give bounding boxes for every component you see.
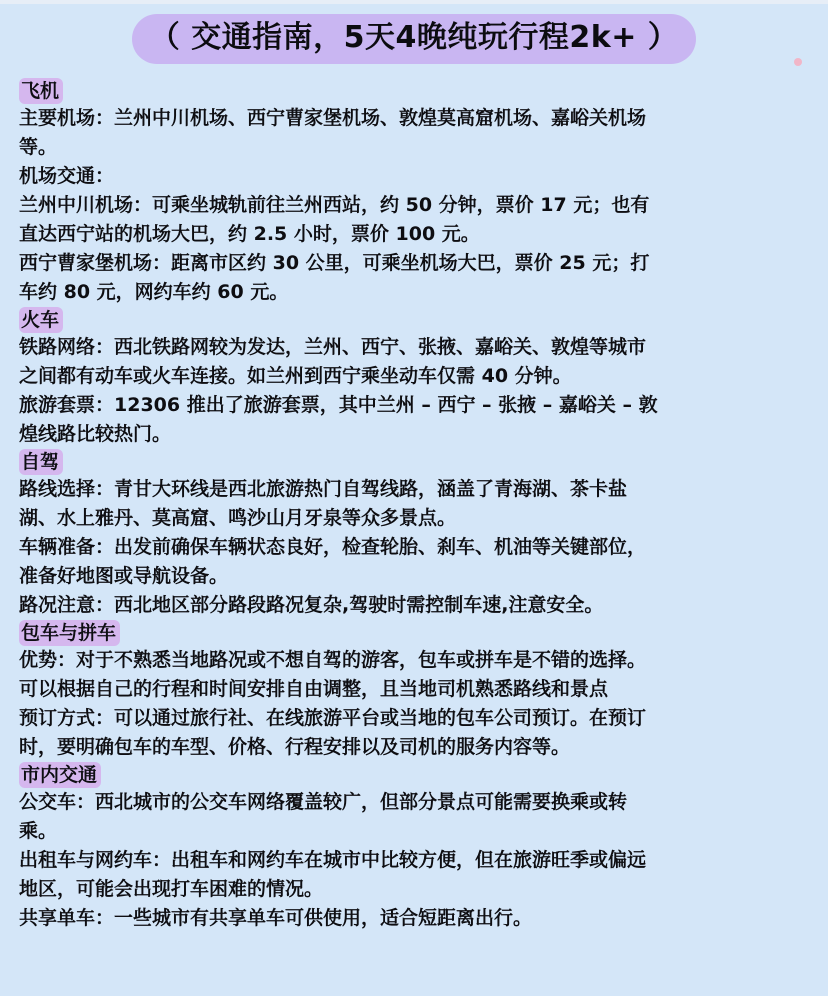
text-line: 铁路网络：西北铁路网较为发达，兰州、西宁、张掖、嘉峪关、敦煌等城市 (19, 336, 647, 358)
text-line: 西宁曹家堡机场：距离市区约 30 公里，可乘坐机场大巴，票价 25 元；打 (19, 252, 650, 274)
text-line: 兰州中川机场：可乘坐城轨前往兰州西站，约 50 分钟，票价 17 元；也有 (19, 194, 650, 216)
title-area (0, 14, 828, 64)
section-tag-city: 市内交通 (19, 762, 101, 788)
section-city (19, 762, 814, 933)
page-title: （ 交通指南，5天4晚纯玩行程2k+ ） (132, 14, 697, 64)
text-line: 湖、水上雅丹、莫高窟、鸣沙山月牙泉等众多景点。 (19, 507, 457, 529)
text-line: 时，要明确包车的车型、价格、行程安排以及司机的服务内容等。 (19, 736, 571, 758)
top-strip (0, 0, 828, 4)
section-charter (19, 620, 814, 762)
text-line: 路况注意：西北地区部分路段路况复杂,驾驶时需控制车速,注意安全。 (19, 594, 604, 616)
text-line: 旅游套票：12306 推出了旅游套票，其中兰州 – 西宁 – 张掖 – 嘉峪关 – 敦 (19, 394, 658, 416)
text-line: 地区，可能会出现打车困难的情况。 (19, 878, 324, 900)
text-line: 等。 (19, 136, 58, 158)
text-line: 煌线路比较热门。 (19, 423, 172, 445)
text-line: 准备好地图或导航设备。 (19, 565, 229, 587)
section-train (19, 307, 814, 449)
text-line: 预订方式：可以通过旅行社、在线旅游平台或当地的包车公司预订。在预订 (19, 707, 647, 729)
section-tag-plane: 飞机 (19, 78, 63, 104)
text-line: 出租车与网约车：出租车和网约车在城市中比较方便，但在旅游旺季或偏远 (19, 849, 647, 871)
section-self-drive (19, 449, 814, 620)
section-tag-charter: 包车与拼车 (19, 620, 120, 646)
section-tag-self-drive: 自驾 (19, 449, 63, 475)
text-line: 乘。 (19, 820, 58, 842)
text-line: 可以根据自己的行程和时间安排自由调整，且当地司机熟悉路线和景点 (19, 678, 609, 700)
section-plane (19, 78, 814, 307)
section-tag-train: 火车 (19, 307, 63, 333)
text-line: 优势：对于不熟悉当地路况或不想自驾的游客，包车或拼车是不错的选择。 (19, 649, 647, 671)
text-line: 机场交通： (19, 165, 115, 187)
text-line: 车约 80 元，网约车约 60 元。 (19, 281, 289, 303)
document-body (19, 78, 814, 933)
text-line: 主要机场：兰州中川机场、西宁曹家堡机场、敦煌莫高窟机场、嘉峪关机场 (19, 107, 647, 129)
text-line: 共享单车：一些城市有共享单车可供使用，适合短距离出行。 (19, 907, 533, 929)
text-line: 路线选择：青甘大环线是西北旅游热门自驾线路，涵盖了青海湖、茶卡盐 (19, 478, 628, 500)
text-line: 公交车：西北城市的公交车网络覆盖较广，但部分景点可能需要换乘或转 (19, 791, 628, 813)
text-line: 车辆准备：出发前确保车辆状态良好，检查轮胎、刹车、机油等关键部位， (19, 536, 647, 558)
text-line: 之间都有动车或火车连接。如兰州到西宁乘坐动车仅需 40 分钟。 (19, 365, 572, 387)
text-line: 直达西宁站的机场大巴，约 2.5 小时，票价 100 元。 (19, 223, 480, 245)
